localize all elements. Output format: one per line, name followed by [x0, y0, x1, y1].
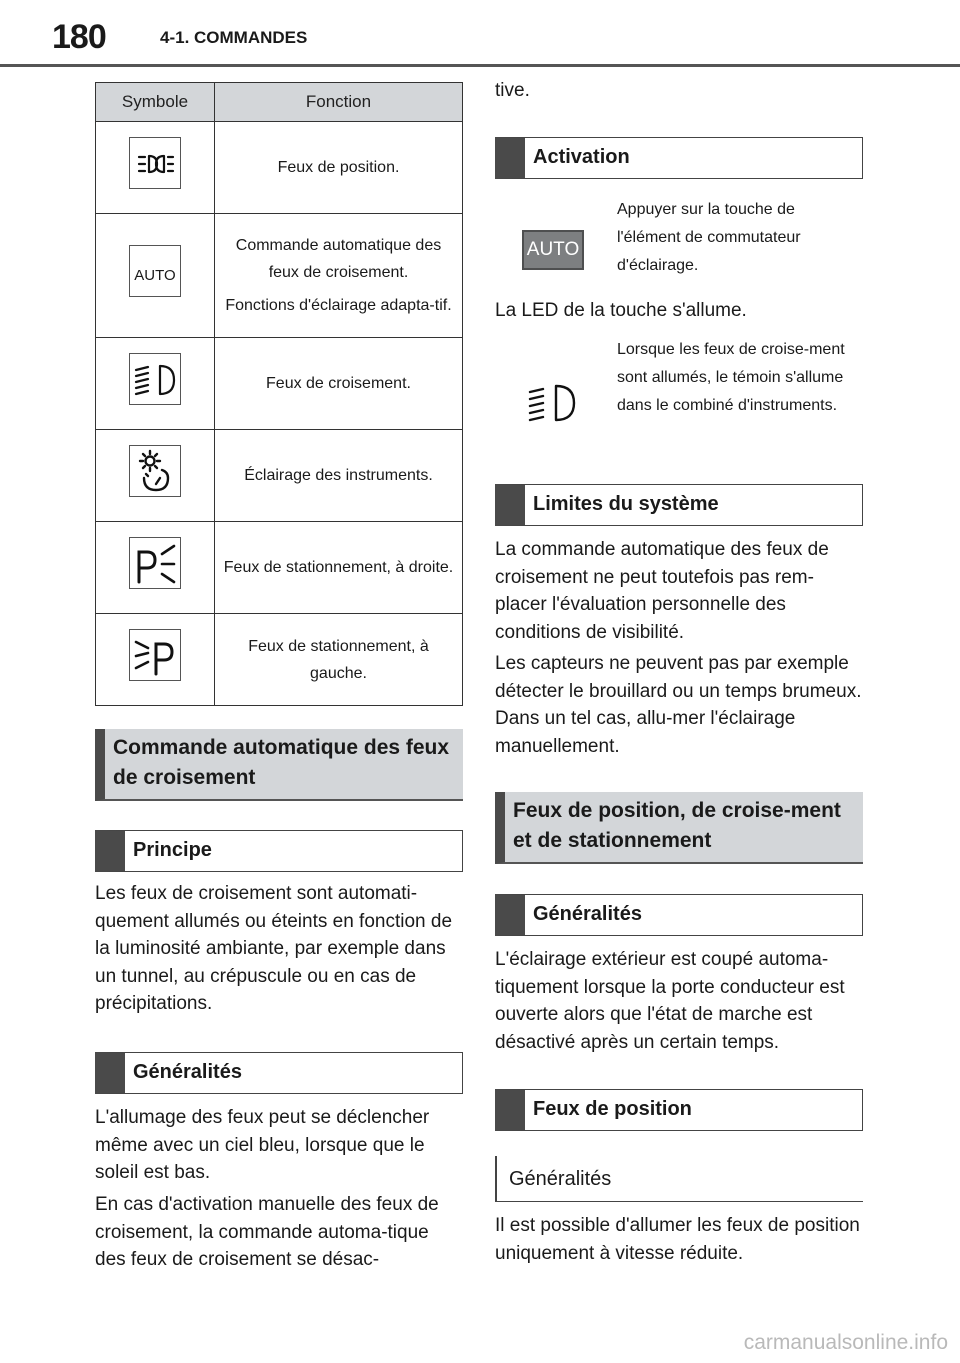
paragraph-limites-2: Les capteurs ne peuvent pas par exemple détecter le brouillard ou un temps brumeux. Dans un tel cas, allu-mer l'éclairage manuellement.: [495, 653, 862, 757]
low-beam-note: Lorsque les feux de croise-ment sont allumés, le témoin s'allume dans le combiné d'instruments.: [617, 341, 845, 414]
function-header: Fonction: [215, 83, 463, 122]
paragraph-generalites-2: En cas d'activation manuelle des feux de croisement, la commande automa-tique des feux de croisement se désac-: [95, 1194, 439, 1270]
paragraph-generalites-1: L'allumage des feux peut se déclencher même avec un ciel bleu, lorsque que le soleil est bas.: [95, 1107, 430, 1183]
symbol-header: Symbole: [96, 83, 215, 122]
table-row: [96, 614, 463, 706]
heading-auto-low-beam: Commande automatique des feux de croisement: [95, 729, 463, 801]
activation-note: Appuyer sur la touche de l'élément de commutateur d'éclairage.: [617, 201, 801, 274]
heading-feux-position: Feux de position: [495, 1089, 863, 1131]
heading-generalites-left: Généralités: [95, 1052, 463, 1094]
heading-generalites-right: Généralités: [495, 894, 863, 936]
section-title: 4-1. COMMANDES: [160, 28, 308, 47]
low-beam-indicator-icon: [524, 378, 580, 430]
table-row: [96, 522, 463, 614]
table-row: [96, 430, 463, 522]
watermark: carmanualsonline.info: [743, 1331, 948, 1354]
position-lights-icon: [129, 137, 181, 189]
table-row: [96, 122, 463, 214]
header-rule: [0, 64, 960, 67]
page-header: [0, 0, 960, 70]
function-text: Fonctions d'éclairage adapta-tif.: [225, 297, 452, 314]
instrument-lighting-icon: [129, 445, 181, 497]
paragraph-generalites-right: L'éclairage extérieur est coupé automa-tiquement lorsque la porte conducteur est ouverte alors que l'état de marche est désactivé après un certain temps.: [495, 949, 845, 1053]
function-text: Feux de stationnement, à gauche.: [248, 637, 429, 682]
function-text: Commande automatique des feux de croisement.: [235, 237, 442, 281]
paragraph-limites-1: La commande automatique des feux de croisement ne peut toutefois pas rem-placer l'évaluation personnelle des conditions de visibilité.: [495, 539, 829, 643]
function-text: Éclairage des instruments.: [244, 467, 433, 484]
auto-label-icon: [129, 245, 181, 297]
page-number: 180: [52, 18, 106, 56]
symbol-table: [95, 82, 463, 706]
function-text: Feux de position.: [277, 159, 400, 176]
parking-right-icon: [129, 537, 181, 589]
heading-activation: Activation: [495, 137, 863, 179]
paragraph-principe: Les feux de croisement sont automati-quement allumés ou éteints en fonction de la luminosité ambiante, par exemple dans un tunnel, au crépuscule ou en cas de précipitations.: [95, 883, 453, 1014]
auto-button-icon: AUTO: [522, 230, 584, 270]
function-text: Feux de stationnement, à droite.: [223, 559, 454, 576]
low-beam-icon: [129, 353, 181, 405]
heading-position-lights: Feux de position, de croise-ment et de stationnement: [495, 792, 863, 864]
table-row: [96, 338, 463, 430]
subheading-generalites: Généralités: [495, 1156, 863, 1202]
function-text: Feux de croisement.: [266, 375, 411, 392]
parking-left-icon: [129, 629, 181, 681]
heading-principe: Principe: [95, 830, 463, 872]
auto-symbol-text: AUTO: [134, 267, 176, 284]
table-row: [96, 214, 463, 338]
heading-limites: Limites du système: [495, 484, 863, 526]
paragraph-last: Il est possible d'allumer les feux de position uniquement à vitesse réduite.: [495, 1215, 860, 1264]
paragraph-led: La LED de la touche s'allume.: [495, 300, 747, 321]
paragraph-continuation: tive.: [495, 80, 530, 101]
